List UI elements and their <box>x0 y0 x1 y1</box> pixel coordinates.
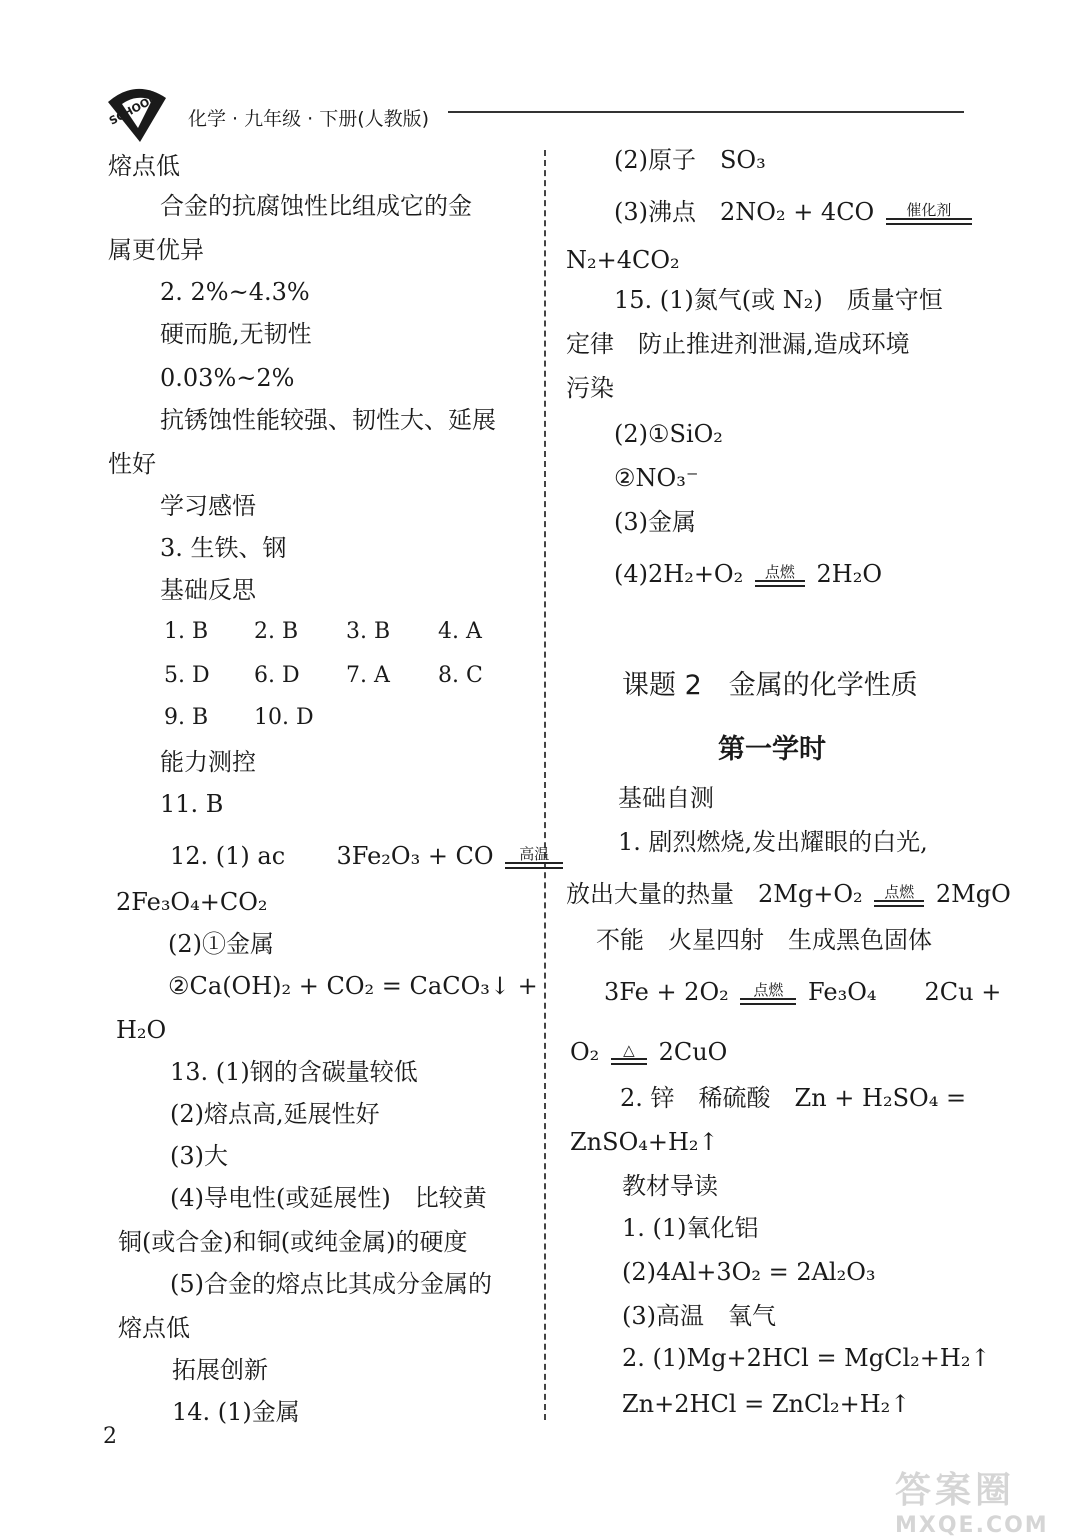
header-rule <box>448 111 964 113</box>
equation-reactants: (3)沸点 2NO₂ + 4CO <box>614 198 875 226</box>
text-line: 3. 生铁、钢 <box>160 534 287 562</box>
text-line: 教材导读 <box>622 1172 718 1200</box>
text-line: (3)高温 氧气 <box>622 1302 776 1330</box>
question-label: 12. (1) ac <box>170 842 286 870</box>
reaction-condition: 点燃 <box>755 564 805 587</box>
text-line: 熔点低 <box>118 1314 190 1342</box>
reaction-condition: 高温 <box>505 846 563 869</box>
mcq-answer: 1. B <box>164 619 209 644</box>
equation-line <box>614 196 976 228</box>
equation-line <box>566 878 1011 910</box>
text-line: ZnSO₄+H₂↑ <box>570 1128 719 1156</box>
text-line: 不能 火星四射 生成黑色固体 <box>596 926 932 954</box>
text-line: 熔点低 <box>108 152 180 180</box>
text-line: 2. 锌 稀硫酸 Zn + H₂SO₄ = <box>620 1084 967 1112</box>
equation-line <box>570 1036 727 1068</box>
text-line: 定律 防止推进剂泄漏,造成环境 <box>566 330 910 358</box>
text-line: 1. 剧烈燃烧,发出耀眼的白光, <box>618 828 928 856</box>
equation-products: 2CuO <box>658 1038 728 1066</box>
text-line: 抗锈蚀性能较强、韧性大、延展 <box>160 406 496 434</box>
reaction-condition: 点燃 <box>740 982 796 1005</box>
text-line: (2)原子 SO₃ <box>614 146 766 174</box>
section-heading: 课题 2 金属的化学性质 <box>622 670 918 701</box>
text-line: 污染 <box>566 374 614 402</box>
mcq-answer: 5. D <box>164 663 210 688</box>
logo-text: SCHOOL <box>107 92 159 128</box>
equation-line <box>614 558 882 590</box>
mcq-answer: 7. A <box>346 663 390 688</box>
mcq-answer: 10. D <box>254 705 314 730</box>
watermark-logo: 答案圈 MXQE.COM <box>895 1470 1049 1538</box>
school-logo <box>100 84 172 144</box>
mcq-row <box>164 702 346 734</box>
text-line: 基础反思 <box>160 576 256 604</box>
mcq-answer: 9. B <box>164 705 209 730</box>
mcq-answer: 8. C <box>438 663 483 688</box>
mcq-row <box>164 660 528 692</box>
text-line: (2)①SiO₂ <box>614 420 723 448</box>
equation-reactants: (4)2H₂+O₂ <box>614 560 744 588</box>
text-line: (2)4Al+3O₂ = 2Al₂O₃ <box>622 1258 876 1286</box>
mcq-answer: 2. B <box>254 619 299 644</box>
equation-reactants: 放出大量的热量 2Mg+O₂ <box>566 880 863 908</box>
text-line: 铜(或合金)和铜(或纯金属)的硬度 <box>118 1228 468 1256</box>
page-header <box>100 84 970 144</box>
mcq-answer: 4. A <box>438 619 482 644</box>
text-line: 2. (1)Mg+2HCl = MgCl₂+H₂↑ <box>622 1344 991 1372</box>
text-line: 13. (1)钢的含碳量较低 <box>170 1058 418 1086</box>
text-line: ②Ca(OH)₂ + CO₂ = CaCO₃↓ + <box>168 972 538 1000</box>
text-line: (3)大 <box>170 1142 228 1170</box>
text-line: 合金的抗腐蚀性比组成它的金 <box>160 192 472 220</box>
text-line: H₂O <box>116 1016 167 1044</box>
text-line: ②NO₃⁻ <box>614 464 699 492</box>
text-line: (5)合金的熔点比其成分金属的 <box>170 1270 492 1298</box>
text-line: (2)①金属 <box>168 930 274 958</box>
text-line: 学习感悟 <box>160 492 256 520</box>
text-line: 14. (1)金属 <box>172 1398 300 1426</box>
text-line: 11. B <box>160 790 224 818</box>
text-line: 0.03%~2% <box>160 364 295 392</box>
equation-reactants: 3Fe₂O₃ + CO <box>336 842 494 870</box>
mcq-row <box>164 616 528 648</box>
text-line: 能力测控 <box>160 748 256 776</box>
text-line: 硬而脆,无韧性 <box>160 320 312 348</box>
page-number: 2 <box>103 1424 117 1449</box>
equation-line <box>170 840 567 872</box>
equation-reactants: O₂ <box>570 1038 600 1066</box>
reaction-condition: 催化剂 <box>886 202 972 225</box>
reaction-condition: 点燃 <box>874 884 924 907</box>
text-line: 基础自测 <box>618 784 714 812</box>
text-line: (3)金属 <box>614 508 696 536</box>
equation-line <box>604 976 1001 1008</box>
reaction-condition: △ <box>611 1042 647 1065</box>
text-line: 拓展创新 <box>172 1356 268 1384</box>
text-line: 2Fe₃O₄+CO₂ <box>116 888 268 916</box>
equation-reactants: 3Fe + 2O₂ <box>604 978 729 1006</box>
mcq-answer: 3. B <box>346 619 391 644</box>
equation-products: 2H₂O <box>816 560 883 588</box>
text-line: 属更优异 <box>108 236 204 264</box>
text-line: 2. 2%~4.3% <box>160 278 310 306</box>
text-line: (4)导电性(或延展性) 比较黄 <box>170 1184 487 1212</box>
equation-products: 2MgO <box>935 880 1011 908</box>
text-line: 1. (1)氧化铝 <box>622 1214 759 1242</box>
text-line: (2)熔点高,延展性好 <box>170 1100 380 1128</box>
subsection-heading: 第一学时 <box>718 734 826 765</box>
text-line: N₂+4CO₂ <box>566 246 680 274</box>
text-line: Zn+2HCl = ZnCl₂+H₂↑ <box>622 1390 911 1418</box>
text-line: 性好 <box>108 450 156 478</box>
column-divider <box>544 150 546 1420</box>
equation-products: Fe₃O₄ 2Cu + <box>808 978 1002 1006</box>
mcq-answer: 6. D <box>254 663 300 688</box>
header-title: 化学 · 九年级 · 下册(人教版) <box>188 108 430 130</box>
text-line: 15. (1)氮气(或 N₂) 质量守恒 <box>614 286 943 314</box>
